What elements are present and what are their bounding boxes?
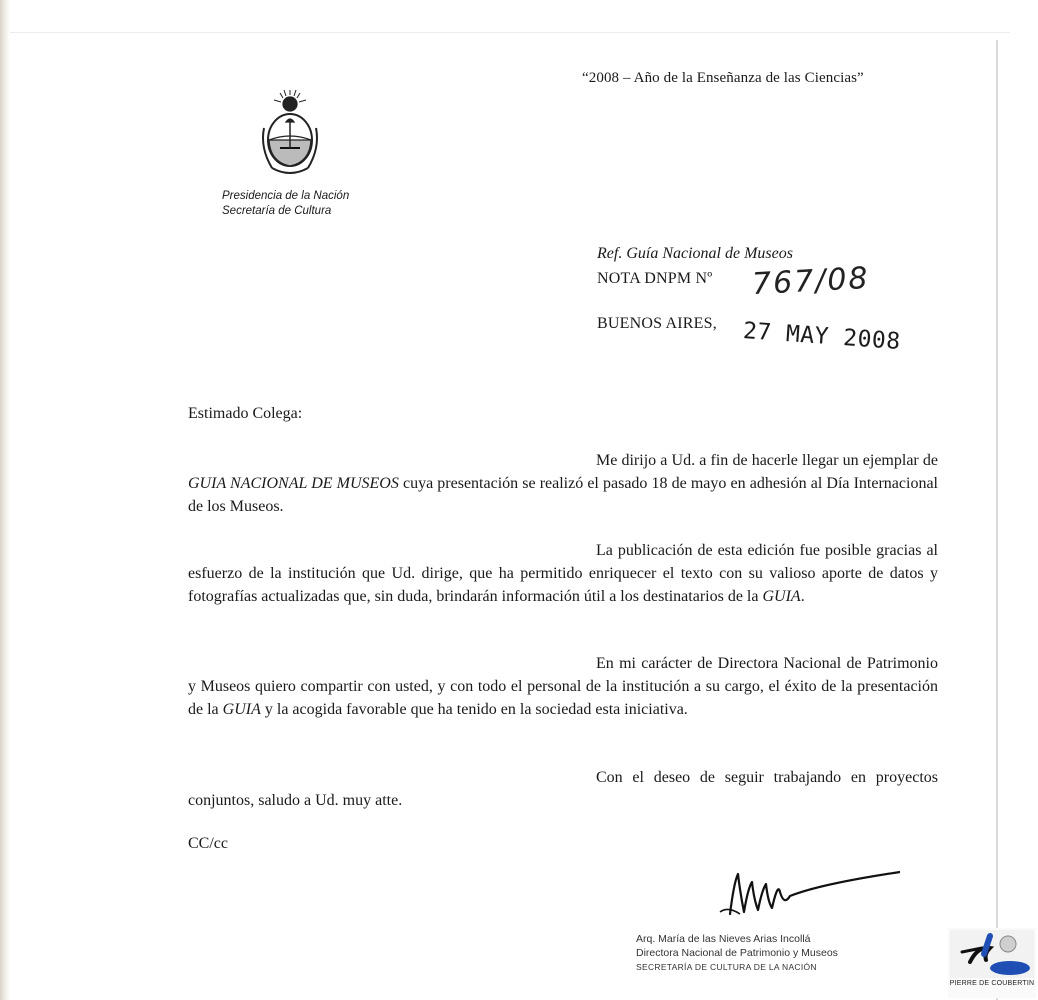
signer-title: Directora Nacional de Patrimonio y Museos bbox=[636, 947, 838, 959]
guide-title: GUIA bbox=[762, 588, 801, 605]
reference-line: Ref. Guía Nacional de Museos bbox=[597, 245, 793, 262]
place-label: BUENOS AIRES, bbox=[597, 315, 717, 332]
nota-number-handwritten: 767/08 bbox=[751, 260, 871, 303]
handwritten-signature bbox=[700, 862, 900, 932]
runner-logo-icon bbox=[948, 928, 1036, 980]
guide-title: GUIA bbox=[222, 701, 261, 718]
issuer-block bbox=[222, 189, 349, 219]
year-motto: “2008 – Año de la Enseñanza de las Ciencias” bbox=[582, 70, 864, 86]
signature-block bbox=[636, 932, 838, 974]
watermark-badge bbox=[948, 928, 1036, 998]
org-line-presidencia: Presidencia de la Nación bbox=[222, 190, 350, 202]
paragraph-4: Con el deseo de seguir trabajando en proyectos conjuntos, saludo a Ud. muy atte. bbox=[188, 769, 938, 809]
scan-right-edge bbox=[996, 40, 998, 1000]
paragraph-3: En mi carácter de Directora Nacional de Patrimonio y Museos quiero compartir con usted, y con todo el personal de la institución a su cargo, el éxito de la presentación de la GUIA y la acogida favorable que ha tenido en la sociedad esta iniciativa. bbox=[188, 655, 938, 718]
date-stamp: 27 MAY 2008 bbox=[742, 318, 902, 355]
guide-title: GUIA NACIONAL DE MUSEOS bbox=[188, 475, 399, 492]
paragraph-1: Me dirijo a Ud. a fin de hacerle llegar un ejemplar de GUIA NACIONAL DE MUSEOS cuya presentación se realizó el pasado 18 de mayo en adhesión al Día Internacional de los Museos. bbox=[188, 452, 938, 515]
nota-label: NOTA DNPM Nº bbox=[597, 270, 713, 287]
salutation: Estimado Colega: bbox=[188, 405, 303, 422]
scan-left-edge bbox=[0, 0, 10, 1000]
signer-name: Arq. María de las Nieves Arias Incollá bbox=[636, 933, 811, 945]
coat-of-arms-icon bbox=[258, 88, 322, 180]
paragraph-2: La publicación de esta edición fue posible gracias al esfuerzo de la institución que Ud. dirige, que ha permitido enriquecer el texto con su valioso aporte de datos y fotografías actualizadas que, sin duda, brindarán información útil a los destinatarios de la GUIA. bbox=[188, 542, 938, 605]
org-line-secretaria: Secretaría de Cultura bbox=[222, 205, 332, 217]
signer-department: SECRETARÍA DE CULTURA DE LA NACIÓN bbox=[636, 962, 817, 972]
cc-initials: CC/cc bbox=[188, 835, 228, 852]
scan-top-edge bbox=[10, 32, 1010, 33]
badge-text: PIERRE DE COUBERTIN bbox=[949, 980, 1035, 987]
